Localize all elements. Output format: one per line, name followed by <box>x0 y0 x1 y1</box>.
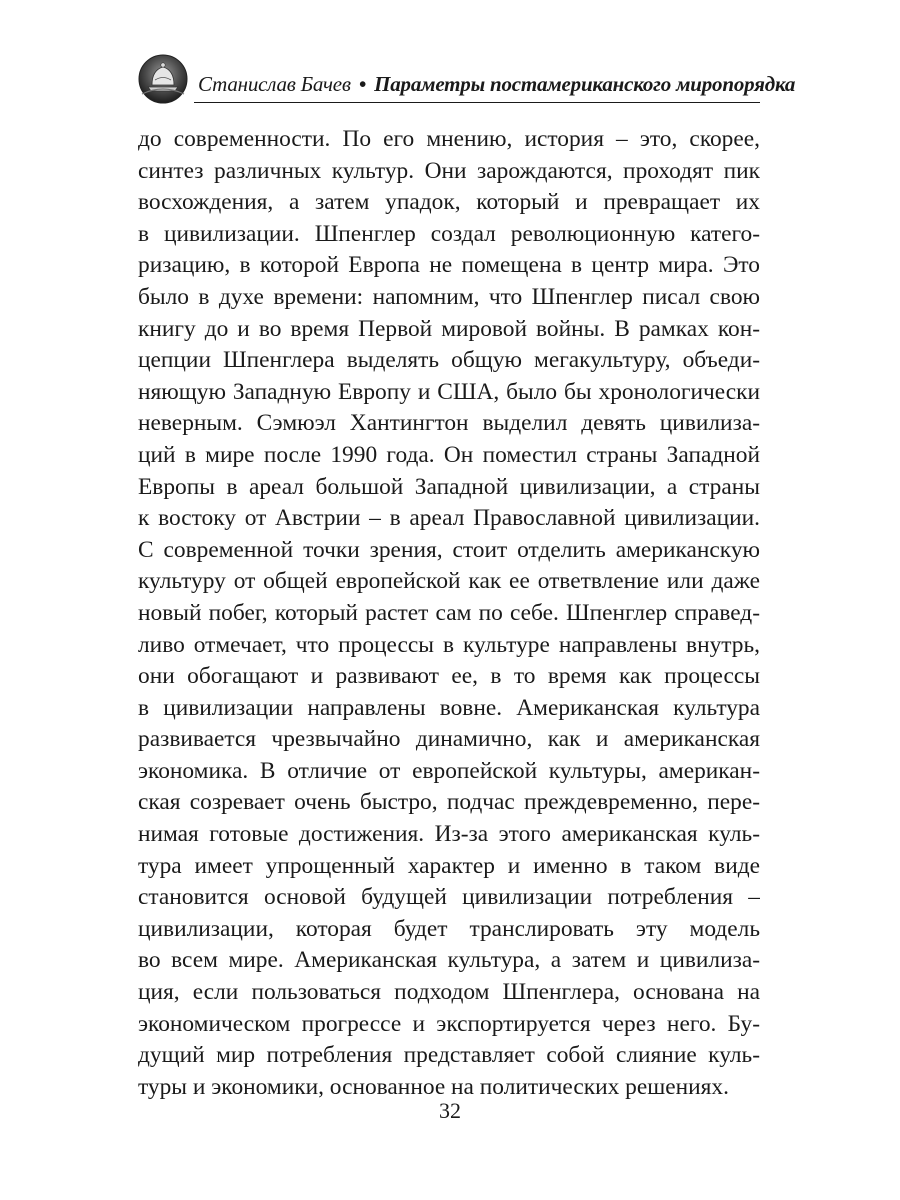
text-line: неверным. Сэмюэл Хантингтон выделил девять цивилиза- <box>138 410 760 437</box>
text-line: было в духе времени: напомним, что Шпенглер писал свою <box>138 283 760 310</box>
text-line: ская созревает очень быстро, подчас преждевременно, пере- <box>138 789 760 816</box>
text-line: в цивилизации направлены вовне. Американская культура <box>138 694 760 721</box>
header-text <box>198 72 795 97</box>
text-line: восхождения, а затем упадок, который и превращает их <box>138 189 760 216</box>
text-line: новый побег, который растет сам по себе. Шпенглер справед- <box>138 599 760 626</box>
body-paragraph <box>138 124 760 1103</box>
header-title: Параметры постамериканского миропорядка <box>374 72 796 96</box>
text-line: нимая готовые достижения. Из-за этого американская куль- <box>138 821 760 848</box>
text-line: развивается чрезвычайно динамично, как и американская <box>138 726 760 753</box>
text-line: в цивилизации. Шпенглер создал революционную катего- <box>138 220 760 247</box>
text-line: ций в мире после 1990 года. Он поместил страны Западной <box>138 441 760 468</box>
text-line: цепции Шпенглера выделять общую мегакультуру, объеди- <box>138 347 760 374</box>
page-number: 32 <box>439 1098 461 1123</box>
text-line: тура имеет упрощенный характер и именно в таком виде <box>138 852 760 879</box>
text-line: синтез различных культур. Они зарождаются, проходят пик <box>138 157 760 184</box>
text-line: экономическом прогрессе и экспортируется через него. Бу- <box>138 1010 760 1037</box>
bell-emblem-icon <box>138 54 188 104</box>
text-line: до современности. По его мнению, история – это, скорее, <box>138 126 760 152</box>
text-line: к востоку от Австрии – в ареал Православной цивилизации. <box>138 505 760 532</box>
text-line: ливо отмечает, что процессы в культуре направлены внутрь, <box>138 631 760 658</box>
text-line: няющую Западную Европу и США, было бы хронологически <box>138 378 760 405</box>
text-line: Европы в ареал большой Западной цивилизации, а страны <box>138 473 760 500</box>
text-line: ция, если пользоваться подходом Шпенглера, основана на <box>138 979 760 1006</box>
text-line: они обогащают и развивают ее, в то время как процессы <box>138 663 760 690</box>
header-rule <box>194 102 760 103</box>
text-line: экономика. В отличие от европейской культуры, американ- <box>138 757 760 784</box>
header-separator: • <box>358 72 367 96</box>
running-header <box>138 54 796 106</box>
text-line: книгу до и во время Первой мировой войны. В рамках кон- <box>138 315 760 342</box>
text-line: ризацию, в которой Европа не помещена в центр мира. Это <box>138 252 760 279</box>
text-line: становится основой будущей цивилизации потребления – <box>138 884 760 911</box>
text-line: цивилизации, которая будет транслировать эту модель <box>138 915 760 942</box>
text-line: во всем мире. Американская культура, а затем и цивилиза- <box>138 947 760 974</box>
header-author: Станислав Бачев <box>198 72 351 96</box>
text-line: С современной точки зрения, стоит отделить американскую <box>138 536 760 563</box>
text-line: культуру от общей европейской как ее ответвление или даже <box>138 568 760 595</box>
text-line-last: туры и экономики, основанное на политических решениях. <box>138 1073 729 1100</box>
text-line: дущий мир потребления представляет собой слияние куль- <box>138 1042 760 1069</box>
